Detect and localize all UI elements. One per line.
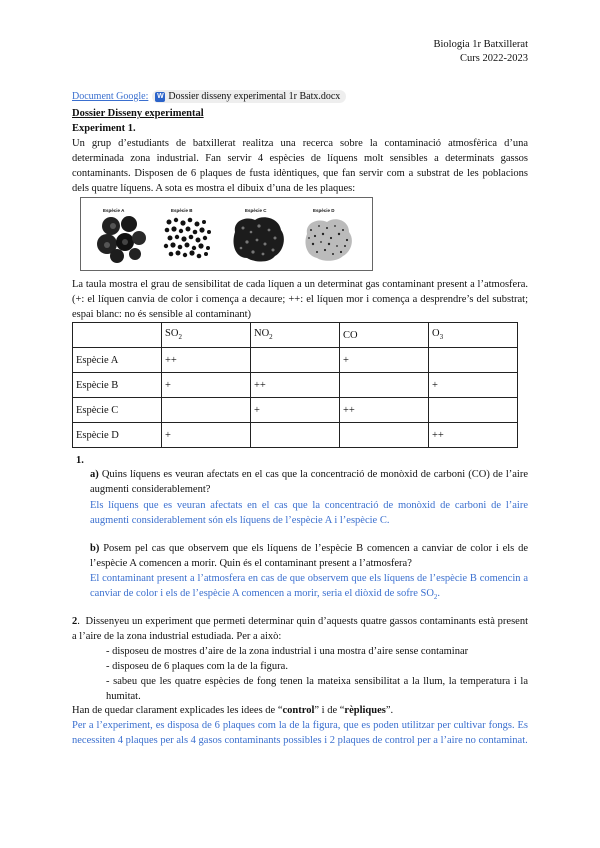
table-header-co: CO (340, 323, 429, 348)
figure-label-a: Espècie A (103, 208, 125, 213)
answer-1b (90, 571, 528, 605)
lichen-plate-figure (80, 197, 373, 271)
figure-label-d: Espècie D (313, 208, 335, 213)
table-cell: ++ (429, 423, 518, 448)
question-1b-label: b) (90, 543, 100, 554)
question-2-number: 2 (72, 616, 78, 627)
question-2: 2. Dissenyeu un experiment que permeti determinar quin d’aquests quatre gassos contaminants està present a l’aire de la zona industrial estudiada. Per a això: (72, 616, 528, 642)
question-2-bullet-1: - disposeu de mostres d’aire de la zona industrial i una mostra d’aire sense contaminar (106, 646, 469, 657)
repliques-keyword: rèpliques (344, 705, 386, 716)
table-cell: Espècie A (73, 348, 162, 373)
table-header-so2: $SO_2$ (162, 323, 251, 348)
table-header-row (73, 323, 518, 348)
question-2-bullet-2: - disposeu de 6 plaques com la de la figura. (106, 661, 288, 672)
question-1b-text: Posem pel cas que observem que els líquens de l’espècie B comencen a canviar de color i els de l’espècie A comencen a morir. Quin és el contaminant present a l’atmosfera? (90, 543, 529, 569)
lichen-species-d-drawing (299, 212, 357, 264)
figure-label-c: Espècie C (245, 208, 267, 213)
document-header (434, 38, 528, 66)
file-chip-name: Dossier disseny experimental 1r Batx.docx (168, 91, 341, 102)
table-cell: ++ (340, 398, 429, 423)
lichen-species-b-drawing (159, 212, 217, 264)
table-row (73, 373, 518, 398)
table-row (73, 348, 518, 373)
question-1a-text: Quins líquens es veuran afectats en el cas que la concentració de monòxid de carboni (CO) de l’aire augmenti considerablement? (90, 469, 529, 495)
control-keyword: control (282, 705, 315, 716)
table-cell: + (251, 398, 340, 423)
table-cell: + (340, 348, 429, 373)
experiment-intro: Un grup d’estudiants de batxillerat realitza una recerca sobre la contaminació atmosfèrica d’una determinada zona industrial. Fan servir 4 espècies de líquens molt sensibles a determinats gassos contaminants. Disposen de 6 plaques de fusta idèntiques, que fan servir com a substrat de les poblacions dels quatre líquens. A sota es mostra el dibuix d’una de les plaques: (72, 138, 528, 194)
header-course: Curs 2022-2023 (460, 53, 528, 64)
answer-1b-end: . (437, 588, 441, 599)
google-doc-link-row (72, 90, 346, 103)
answer-1b-text: El contaminant present a l’atmosfera en cas de que observem que els líquens de l’espècie B comencin a canviar de color i els de l’espècie A comencen a morir, seria el diòxid de sofre SO (90, 573, 528, 599)
table-cell (429, 348, 518, 373)
table-cell (340, 423, 429, 448)
word-doc-icon: W (157, 92, 164, 100)
question-2-text: Dissenyeu un experiment que permeti determinar quin d’aquests quatre gassos contaminants està present a l’aire de la zona industrial estudiada. Per a això: (72, 616, 528, 642)
table-intro: La taula mostra el grau de sensibilitat de cada líquen a un determinat gas contaminant present a l’atmosfera. (+: el líquen canvia de color i comença a decaure; ++: el líquen mor i comença a desprendre’s del substrat; espai blanc: no és sensible al contaminant) (72, 279, 528, 320)
header-subject: Biologia 1r Batxillerat (433, 39, 528, 50)
answer-2: Per a l’experiment, es disposa de 6 plaques com la de la figura, que es poden utilitzar per cultivar fongs. Es necessiten 4 plaques per als 4 gasos contaminants possibles i 2 plaques de control per a l’aire no contaminat. (72, 720, 528, 746)
table-cell: + (162, 373, 251, 398)
table-cell: Espècie B (73, 373, 162, 398)
table-cell (340, 373, 429, 398)
question-2-explain: Han de quedar clarament explicades les idees de “control” i de “rèpliques”. (72, 705, 394, 716)
answer-1b-subscript: 2 (433, 593, 438, 602)
answer-1a: Els líquens que es veuran afectats en el cas que la concentració de monòxid de carboni de l’aire augmenti considerablement són els líquens de l’espècie A i l’espècie C. (90, 500, 528, 526)
table-cell: ++ (162, 348, 251, 373)
question-1-number: 1. (76, 455, 84, 466)
sensitivity-table (72, 322, 518, 448)
table-cell (251, 423, 340, 448)
table-row (73, 423, 518, 448)
table-cell (429, 398, 518, 423)
table-row (73, 398, 518, 423)
table-cell: ++ (251, 373, 340, 398)
table-cell: Espècie D (73, 423, 162, 448)
table-cell: + (162, 423, 251, 448)
figure-label-b: Espècie B (171, 208, 193, 213)
question-1a-label: a) (90, 469, 99, 480)
table-cell (162, 398, 251, 423)
google-doc-link[interactable]: Document Google: (72, 91, 149, 102)
question-2-bullet-3: - sabeu que les quatre espècies de fong tenen la mateixa sensibilitat a la llum, la temperatura i la humitat. (106, 676, 528, 702)
table-cell (251, 348, 340, 373)
table-header-cell-empty (73, 323, 162, 348)
table-header-no2: $NO_2$ (251, 323, 340, 348)
table-header-o3: $O_3$ (429, 323, 518, 348)
page-title: Dossier Disseny experimental (72, 108, 204, 119)
table-cell: Espècie C (73, 398, 162, 423)
lichen-species-a-drawing (95, 212, 153, 264)
question-1a (90, 467, 528, 497)
table-cell: + (429, 373, 518, 398)
lichen-species-c-drawing (229, 212, 287, 264)
question-1b (90, 541, 528, 571)
file-chip[interactable] (152, 90, 346, 103)
experiment-heading: Experiment 1. (72, 123, 136, 134)
